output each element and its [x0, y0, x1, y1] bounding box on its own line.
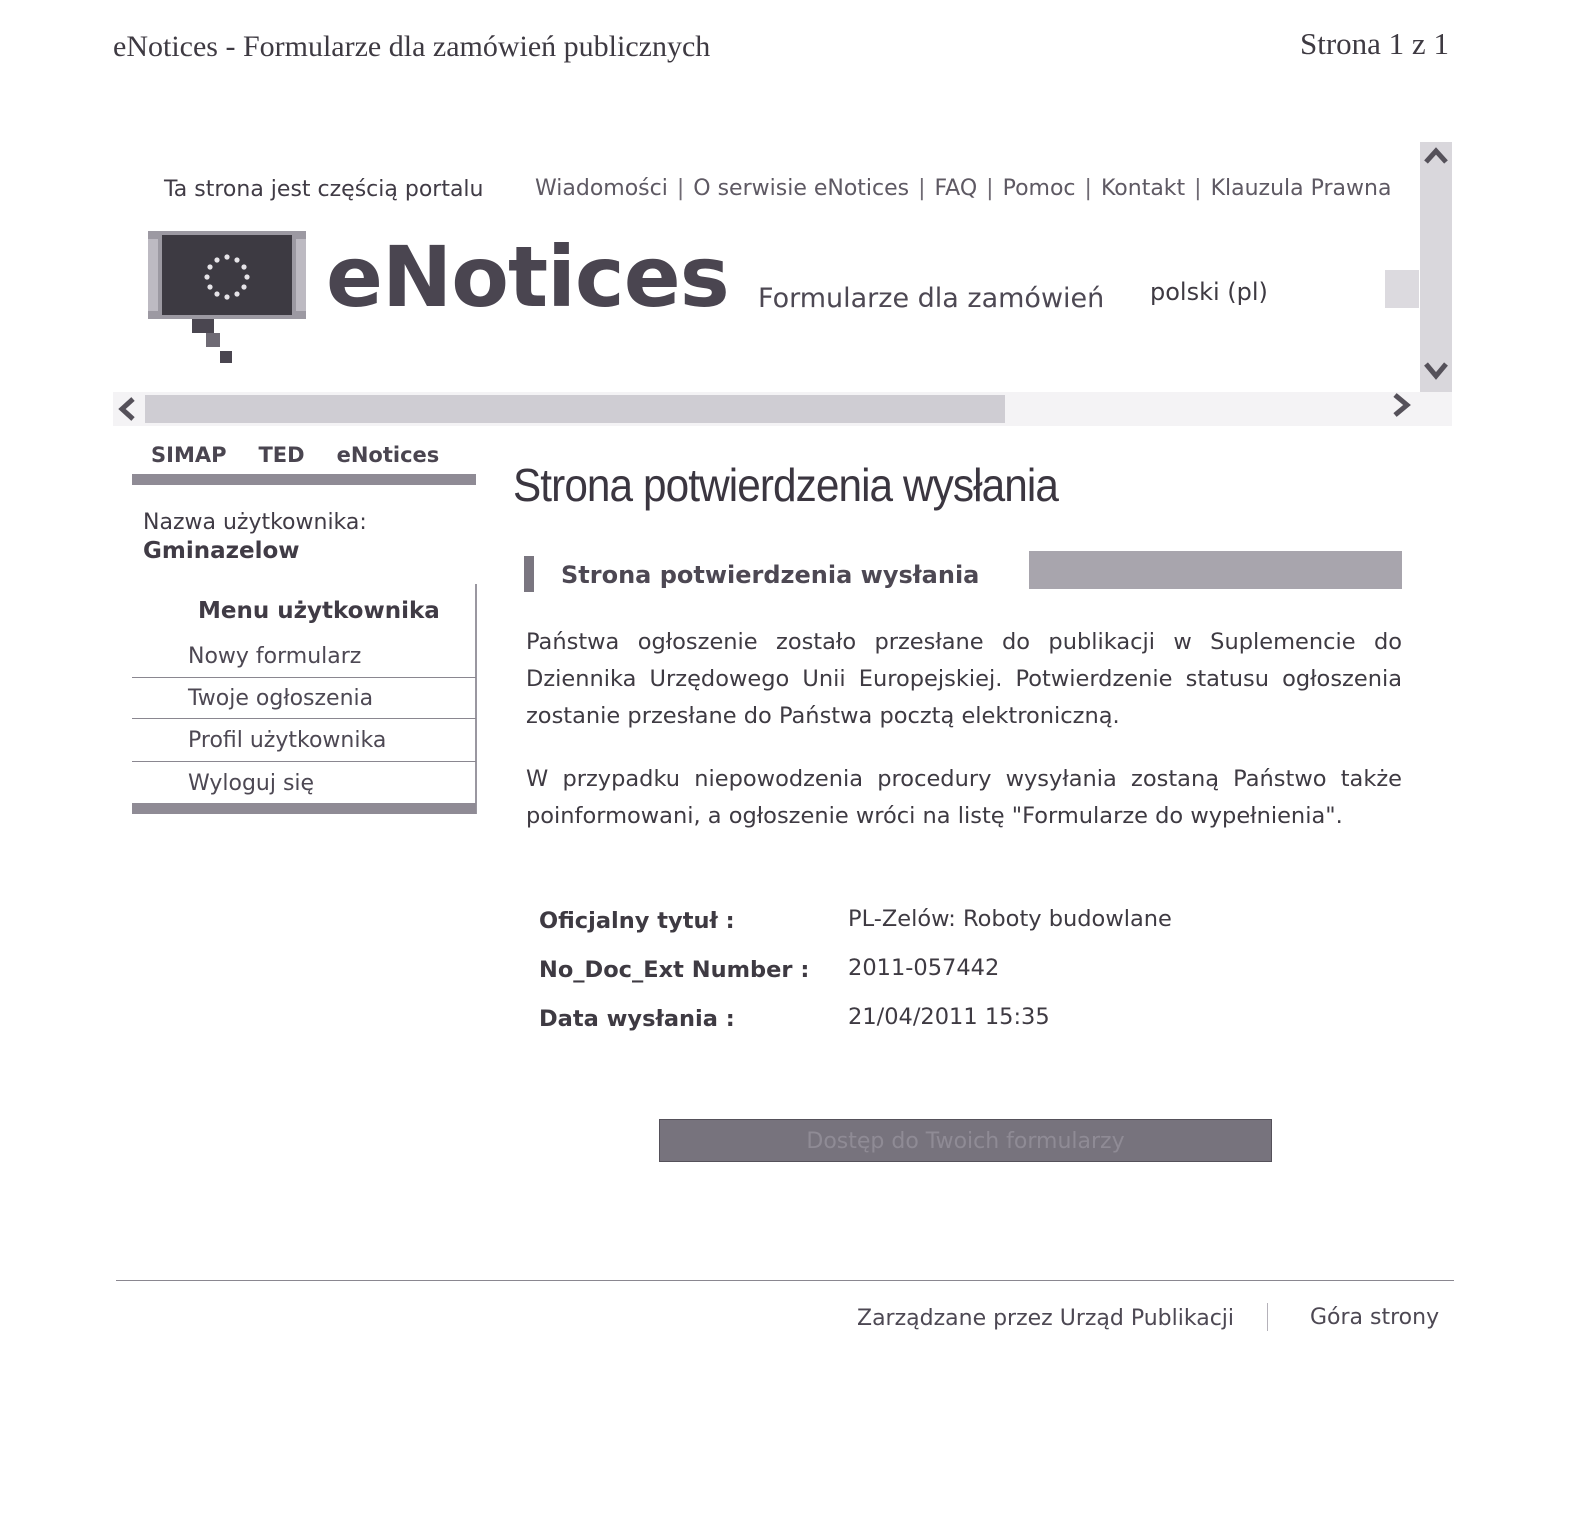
access-forms-button[interactable]: Dostęp do Twoich formularzy — [659, 1119, 1272, 1162]
portal-text: Ta strona jest częścią portalu — [164, 177, 484, 202]
menu-item-your-notices[interactable]: Twoje ogłoszenia — [188, 686, 374, 711]
tab-enotices[interactable]: eNotices — [336, 443, 440, 467]
section-title: Strona potwierdzenia wysłania — [561, 561, 980, 589]
link-faq[interactable]: FAQ — [934, 176, 978, 201]
link-contact[interactable]: Kontakt — [1100, 176, 1186, 201]
print-page-number: Strona 1 z 1 — [1300, 26, 1449, 61]
enotices-wordmark: eNotices — [326, 228, 729, 326]
footer-separator — [1267, 1303, 1268, 1331]
doc-number-value: 2011-057442 — [848, 955, 1000, 981]
footer-top-link[interactable]: Góra strony — [1310, 1305, 1440, 1330]
link-separator: | — [676, 176, 685, 201]
official-title-label: Oficjalny tytuł : — [539, 908, 735, 934]
user-name-value: Gminazelow — [143, 538, 300, 564]
confirmation-paragraph: Państwa ogłoszenie zostało przesłane do publikacji w Suplemencie do Dziennika Urzędowego Unii Europejskiej. Potwierdzenie statusu ogłoszenia zostanie przesłane do Państwa pocztą elektroniczną. — [526, 629, 1402, 729]
horizontal-scroll-thumb[interactable] — [145, 395, 1005, 423]
link-separator: | — [1084, 176, 1092, 201]
sidebar-tabs — [151, 443, 471, 467]
link-news[interactable]: Wiadomości — [535, 176, 668, 201]
scroll-up-icon[interactable] — [1420, 142, 1452, 170]
page-title: Strona potwierdzenia wysłania — [513, 459, 1058, 511]
menu-item-logout[interactable]: Wyloguj się — [188, 771, 315, 796]
scroll-right-icon[interactable] — [1385, 388, 1417, 422]
menu-divider — [132, 761, 476, 762]
language-selector[interactable]: polski (pl) — [1150, 278, 1268, 306]
link-separator: | — [1194, 176, 1202, 201]
failure-info-paragraph: W przypadku niepowodzenia procedury wysyłania zostaną Państwo także poinformowani, a ogłoszenie wróci na listę "Formularze do wypełnienia". — [526, 766, 1402, 829]
scroll-left-icon[interactable] — [113, 393, 143, 425]
link-legal[interactable]: Klauzula Prawna — [1210, 176, 1392, 201]
link-separator: | — [986, 176, 994, 201]
menu-divider — [132, 718, 476, 719]
menu-bottom-bar — [132, 803, 476, 814]
tab-simap[interactable]: SIMAP — [151, 443, 227, 467]
menu-item-user-profile[interactable]: Profil użytkownika — [188, 728, 387, 753]
official-title-value: PL-Zelów: Roboty budowlane — [848, 906, 1172, 932]
print-header-title: eNotices - Formularze dla zamówień publicznych — [113, 30, 711, 63]
eu-flag-logo-icon[interactable] — [148, 231, 306, 319]
section-header-bar — [1029, 551, 1402, 589]
user-name-label: Nazwa użytkownika: — [143, 510, 367, 535]
menu-divider — [132, 677, 476, 678]
link-separator: | — [918, 176, 926, 201]
user-menu-title: Menu użytkownika — [198, 598, 440, 624]
link-help[interactable]: Pomoc — [1002, 176, 1076, 201]
top-links — [535, 176, 1391, 201]
menu-border — [475, 584, 477, 814]
send-date-value: 21/04/2011 15:35 — [848, 1004, 1050, 1030]
tab-ted[interactable]: TED — [258, 443, 305, 467]
footer-managed-by[interactable]: Zarządzane przez Urząd Publikacji — [857, 1306, 1235, 1331]
doc-number-label: No_Doc_Ext Number : — [539, 957, 810, 983]
vertical-scroll-thumb[interactable] — [1385, 270, 1419, 308]
footer-divider — [116, 1280, 1454, 1281]
logo-subtitle: Formularze dla zamówień — [758, 283, 1105, 314]
scroll-down-icon[interactable] — [1420, 355, 1452, 385]
send-date-label: Data wysłania : — [539, 1006, 735, 1032]
menu-item-new-form[interactable]: Nowy formularz — [188, 644, 362, 669]
sidebar-tab-bar — [132, 474, 476, 485]
link-about[interactable]: O serwisie eNotices — [693, 176, 910, 201]
section-marker — [524, 556, 534, 592]
